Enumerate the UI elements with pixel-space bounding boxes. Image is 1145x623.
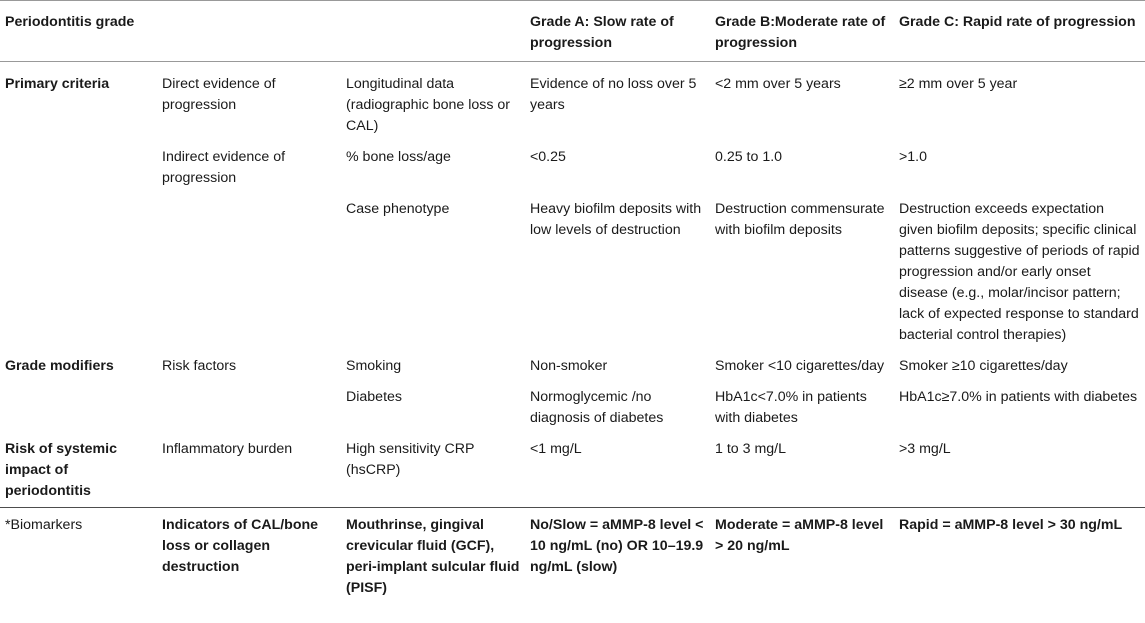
measure-hscrp: High sensitivity CRP (hsCRP) — [346, 441, 475, 478]
biomarker-grade-a: No/Slow = aMMP-8 level < 10 ng/mL (no) OR 10–19.9 ng/mL (slow) — [525, 508, 710, 605]
evidence-direct: Direct evidence of progression — [162, 76, 276, 113]
table-row-indirect-evidence — [0, 142, 1145, 194]
evidence-empty — [157, 382, 341, 434]
header-grade-c: Grade C: Rapid rate of progression — [894, 1, 1145, 62]
smoking-grade-c: Smoker ≥10 cigarettes/day — [899, 358, 1068, 374]
header-grade-a: Grade A: Slow rate of progression — [525, 1, 710, 62]
category-biomarkers: *Biomarkers — [0, 508, 157, 605]
diabetes-grade-a: Normoglycemic /no diagnosis of diabetes — [530, 389, 664, 426]
category-empty — [0, 382, 157, 434]
systemic-grade-a: <1 mg/L — [530, 441, 582, 457]
direct-grade-b: <2 mm over 5 years — [715, 76, 841, 92]
category-systemic-impact: Risk of systemic impact of periodontitis — [5, 441, 117, 499]
evidence-indirect: Indirect evidence of progression — [162, 149, 286, 186]
diabetes-grade-c: HbA1c≥7.0% in patients with diabetes — [899, 389, 1138, 405]
category-grade-modifiers: Grade modifiers — [5, 358, 114, 374]
header-grade-b: Grade B:Moderate rate of progression — [710, 1, 894, 62]
biomarker-grade-c: Rapid = aMMP-8 level > 30 ng/mL — [894, 508, 1145, 605]
table-header-row — [0, 1, 1145, 62]
systemic-grade-b: 1 to 3 mg/L — [715, 441, 786, 457]
systemic-grade-c: >3 mg/L — [899, 441, 951, 457]
header-empty-col3 — [341, 1, 525, 62]
table-row-direct-evidence — [0, 62, 1145, 143]
measure-bone-loss-age: % bone loss/age — [346, 149, 451, 165]
header-empty-col2 — [157, 1, 341, 62]
measure-diabetes: Diabetes — [346, 389, 402, 405]
evidence-biomarker-indicators: Indicators of CAL/bone loss or collagen destruction — [157, 508, 341, 605]
measure-case-phenotype: Case phenotype — [346, 201, 450, 217]
category-empty — [0, 194, 157, 351]
indirect-grade-a: <0.25 — [530, 149, 566, 165]
evidence-risk-factors: Risk factors — [162, 358, 237, 374]
table-row-case-phenotype — [0, 194, 1145, 351]
measure-smoking: Smoking — [346, 358, 402, 374]
measure-longitudinal-data: Longitudinal data (radiographic bone loss or CAL) — [346, 76, 511, 134]
table-row-smoking — [0, 351, 1145, 382]
measure-biomarker-fluids: Mouthrinse, gingival crevicular fluid (GCF), peri-implant sulcular fluid (PISF) — [341, 508, 525, 605]
direct-grade-a: Evidence of no loss over 5 years — [530, 76, 697, 113]
evidence-empty — [157, 194, 341, 351]
table-row-diabetes — [0, 382, 1145, 434]
smoking-grade-b: Smoker <10 cigarettes/day — [715, 358, 885, 374]
direct-grade-c: ≥2 mm over 5 year — [899, 76, 1018, 92]
phenotype-grade-c: Destruction exceeds expectation given biofilm deposits; specific clinical patterns suggestive of periods of rapid progression and/or early onset disease (e.g., molar/incisor pattern; lack of expected response to standard bacterial control therapies) — [899, 201, 1140, 343]
biomarker-grade-b: Moderate = aMMP-8 level > 20 ng/mL — [710, 508, 894, 605]
table-row-systemic-impact — [0, 434, 1145, 508]
diabetes-grade-b: HbA1c<7.0% in patients with diabetes — [715, 389, 867, 426]
category-primary-criteria: Primary criteria — [5, 76, 110, 92]
header-periodontitis-grade: Periodontitis grade — [0, 1, 157, 62]
phenotype-grade-b: Destruction commensurate with biofilm deposits — [715, 201, 885, 238]
phenotype-grade-a: Heavy biofilm deposits with low levels of destruction — [530, 201, 702, 238]
smoking-grade-a: Non-smoker — [530, 358, 608, 374]
evidence-inflammatory-burden: Inflammatory burden — [162, 441, 293, 457]
indirect-grade-c: >1.0 — [899, 149, 928, 165]
indirect-grade-b: 0.25 to 1.0 — [715, 149, 783, 165]
table-row-biomarkers — [0, 508, 1145, 605]
category-empty — [0, 142, 157, 194]
